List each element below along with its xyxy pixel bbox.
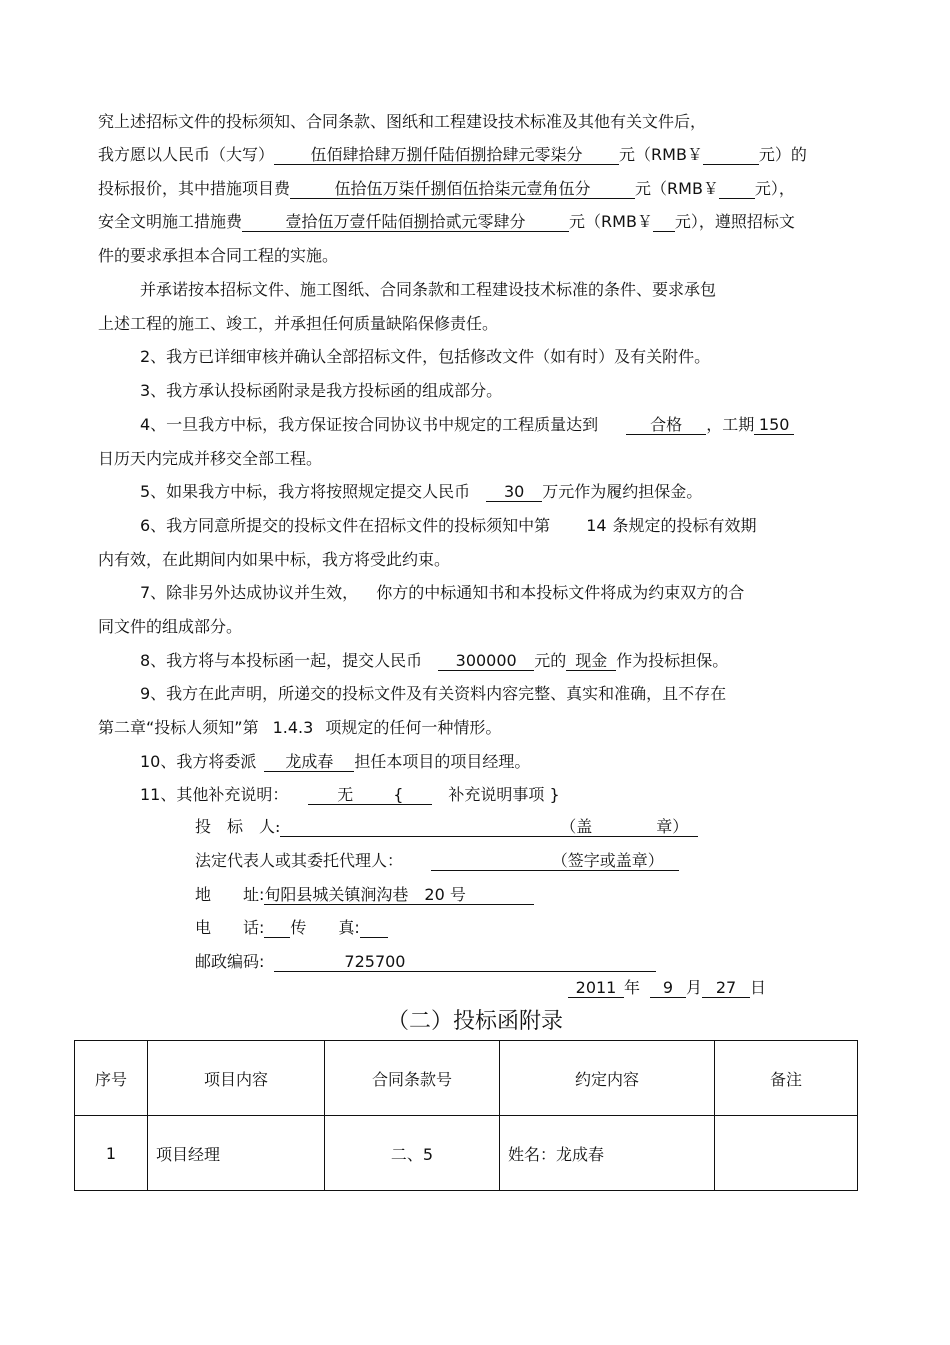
item-6-line2: 内有效，在此期间内如果中标，我方将受此约束。 — [98, 550, 451, 569]
item-4 — [140, 415, 794, 435]
para1-line3 — [98, 179, 795, 199]
bidder-line — [195, 817, 698, 837]
para1b-line1: 并承诺按本招标文件、施工图纸、合同条款和工程建设技术标准的条件、要求承包 — [140, 280, 717, 299]
text: 条规定的投标有效期 — [612, 516, 757, 535]
postal-line — [195, 952, 656, 972]
text: 4、一旦我方中标，我方保证按合同协议书中规定的工程质量达到 — [140, 415, 599, 434]
text: 万元作为履约担保金。 — [542, 482, 703, 501]
blank-field — [653, 213, 675, 232]
item-2: 2、我方已详细审核并确认全部招标文件，包括修改文件（如有时）及有关附件。 — [140, 347, 711, 366]
day-field: 27 — [702, 979, 750, 998]
measures-amount-words: 伍拾伍万柒仟捌佰伍拾柒元壹角伍分 — [290, 180, 635, 199]
clause-number: 14 — [586, 516, 607, 535]
bidder-field — [280, 818, 698, 837]
supplement-field — [308, 786, 432, 805]
brace: { — [393, 785, 404, 804]
text: 补充说明事项 } — [448, 785, 560, 804]
text: 项规定的任何一种情形。 — [325, 718, 502, 737]
text: 安全文明施工措施费 — [98, 212, 243, 231]
text: 7、除非另外达成协议并生效， — [140, 583, 359, 602]
table-cell: 项目经理 — [148, 1116, 325, 1191]
fax-label: 传 真: — [290, 918, 360, 937]
item-9: 9、我方在此声明，所递交的投标文件及有关资料内容完整、真实和准确，且不存在 — [140, 684, 727, 703]
phone-field — [264, 919, 290, 938]
text: 元（RMB￥ — [619, 145, 703, 164]
blank-field — [719, 180, 755, 199]
item-3: 3、我方承认投标函附录是我方投标函的组成部分。 — [140, 381, 503, 400]
text: 元），遵照招标文 — [674, 212, 795, 231]
para1-line5: 件的要求承担本合同工程的实施。 — [98, 246, 339, 265]
fax-field — [360, 919, 388, 938]
postal-label: 邮政编码: — [195, 952, 265, 971]
text: 我方愿以人民币（大写） — [98, 145, 275, 164]
item-11 — [140, 785, 560, 805]
text: 投标报价，其中措施项目费 — [98, 179, 291, 198]
text: 元的 — [534, 651, 567, 670]
item-4-line2: 日历天内完成并移交全部工程。 — [98, 449, 323, 468]
text: 8、我方将与本投标函一起，提交人民币 — [140, 651, 423, 670]
quality-field: 合格 — [626, 416, 706, 435]
addr-value: 旬阳县城关镇涧沟巷 20 号 — [264, 885, 466, 904]
rep-label: 法定代表人或其委托代理人： — [195, 851, 404, 870]
bid-amount-words: 伍佰肆拾肆万捌仟陆佰捌拾肆元零柒分 — [274, 146, 619, 165]
pm-name-field: 龙成春 — [264, 753, 354, 772]
para1b-line2: 上述工程的施工、竣工，并承担任何质量缺陷保修责任。 — [98, 314, 499, 333]
header-cell: 约定内容 — [500, 1041, 715, 1116]
phone-fax-line — [195, 918, 388, 938]
duration-field: 150 — [754, 416, 794, 435]
bond-form-field: 现金 — [566, 652, 616, 671]
address-field — [264, 886, 534, 905]
para1-line2 — [98, 145, 807, 165]
item-8 — [140, 651, 728, 671]
rep-seal: （签字或盖章） — [551, 851, 664, 870]
blank-field — [703, 146, 759, 165]
text: 元）的 — [758, 145, 807, 164]
year-label: 年 — [624, 978, 641, 997]
text: 元（RMB￥ — [635, 179, 719, 198]
appendix-table — [74, 1040, 858, 1191]
text: 元）， — [754, 179, 795, 198]
header-cell: 序号 — [75, 1041, 148, 1116]
item-10 — [140, 752, 530, 772]
representative-line — [195, 851, 679, 871]
text: ，工期 — [706, 415, 755, 434]
table-cell: 二、5 — [325, 1116, 500, 1191]
date-line — [568, 978, 766, 998]
header-cell: 项目内容 — [148, 1041, 325, 1116]
item-7-line2: 同文件的组成部分。 — [98, 617, 243, 636]
item-9-line2 — [98, 718, 501, 738]
header-cell: 合同条款号 — [325, 1041, 500, 1116]
bidder-seal: （盖 章） — [560, 817, 689, 836]
text: 元（RMB￥ — [569, 212, 653, 231]
supplement-value: 无 — [337, 785, 354, 804]
phone-label: 电 话: — [195, 918, 265, 937]
text: 你方的中标通知书和本投标文件将成为约束双方的合 — [376, 583, 745, 602]
clause-ref: 1.4.3 — [272, 718, 314, 737]
postal-field — [274, 953, 656, 972]
month-field: 9 — [650, 979, 686, 998]
text: 10、我方将委派 — [140, 752, 257, 771]
item-5 — [140, 482, 702, 502]
postal-value: 725700 — [344, 952, 406, 971]
header-cell: 备注 — [715, 1041, 858, 1116]
text: 6、我方同意所提交的投标文件在招标文件的投标须知中第 — [140, 516, 551, 535]
text: 担任本项目的项目经理。 — [354, 752, 531, 771]
para1-line1: 究上述招标文件的投标须知、合同条款、图纸和工程建设技术标准及其他有关文件后， — [98, 112, 707, 131]
day-label: 日 — [750, 978, 767, 997]
performance-bond-field: 30 — [486, 483, 542, 502]
text: 11、其他补充说明： — [140, 785, 289, 804]
addr-label: 地 址: — [195, 885, 265, 904]
year-field: 2011 — [568, 979, 624, 998]
rep-field — [431, 852, 679, 871]
text: 5、如果我方中标，我方将按照规定提交人民币 — [140, 482, 471, 501]
safety-amount-words: 壹拾伍万壹仟陆佰捌拾贰元零肆分 — [242, 213, 569, 232]
bidder-label: 投 标 人: — [195, 817, 281, 836]
table-cell: 姓名：龙成春 — [500, 1116, 715, 1191]
text: 第二章“投标人须知”第 — [98, 718, 259, 737]
text: 作为投标担保。 — [616, 651, 729, 670]
month-label: 月 — [686, 978, 703, 997]
appendix-title: （二）投标函附录 — [386, 1009, 563, 1034]
item-6 — [140, 516, 757, 536]
table-header-row — [75, 1041, 858, 1116]
table-cell: 1 — [75, 1116, 148, 1191]
table-row — [75, 1116, 858, 1191]
para1-line4 — [98, 212, 795, 232]
bid-bond-field: 300000 — [438, 652, 534, 671]
table-cell — [715, 1116, 858, 1191]
item-7 — [140, 583, 744, 603]
address-line — [195, 885, 534, 905]
